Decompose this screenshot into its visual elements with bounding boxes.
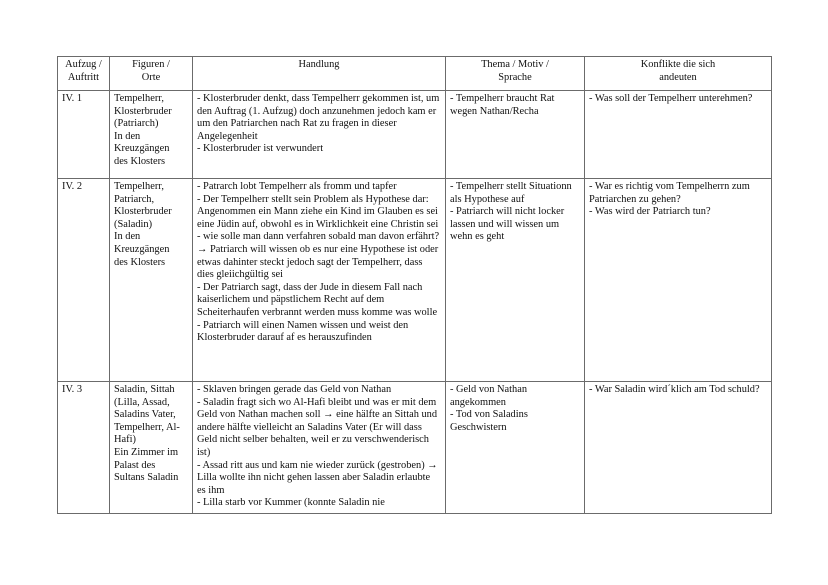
cell-act: IV. 2 — [58, 179, 110, 382]
cell-figures: Tempelherr, Klosterbruder (Patriarch) In den Kreuzgängen des Klosters — [110, 91, 193, 179]
cell-conflicts-text: - War Saladin wird´klich am Tod schuld? — [589, 384, 760, 395]
table-row — [58, 91, 772, 179]
cell-conflicts: - Was soll der Tempelherr unterehmen? — [585, 91, 772, 179]
cell-theme: - Tempelherr braucht Rat wegen Nathan/Recha — [446, 91, 585, 179]
cell-theme: - Tempelherr stellt Situationn als Hypothese auf - Patriarch will nicht locker lassen und will wissen um wehn es geht — [446, 179, 585, 382]
header-plot: Handlung — [193, 57, 446, 91]
cell-figures — [110, 382, 193, 514]
cell-theme-text: - Geld von Nathan angekommen - Tod von Saladins Geschwistern — [450, 384, 528, 433]
table-row — [58, 179, 772, 382]
header-figures: Figuren / Orte — [110, 57, 193, 91]
cell-conflicts — [585, 382, 772, 514]
cell-figures: Tempelherr, Patriarch, Klosterbruder (Saladin) In den Kreuzgängen des Klosters — [110, 179, 193, 382]
cell-act: IV. 1 — [58, 91, 110, 179]
cell-plot: - Patrarch lobt Tempelherr als fromm und tapfer - Der Tempelherr stellt sein Problem als Hypothese dar: Angenommen ein Mann ziehe ein Kind im Glauben es sei eine Jüdin auf, obwohl es in Wirklichkeit eine Christin sei - wie solle man dann verfahren sobald man davon erfährt? → Patriarch will wissen ob es nur eine Hypothese ist oder etwas dahinter steckt jedoch sagt der Tempelherr, dass dies gleiichgültig sei - Der Patriarch sagt, dass der Jude in diesem Fall nach kaiserlichem und päpstlichem Recht auf dem Scheiterhaufen verbrannt werden muss komme was wolle - Patriarch will einen Namen wissen und weist den Klosterbruder darauf af es herauszufinden — [193, 179, 446, 382]
cell-plot: - Klosterbruder denkt, dass Tempelherr gekommen ist, um den Auftrag (1. Aufzug) doch anzunehmen jedoch kam er um den Patriarchen nach Rat zu fragen in dieser Angelegenheit - Klosterbruder ist verwundert — [193, 91, 446, 179]
cell-plot — [193, 382, 446, 514]
header-act: Aufzug / Auftritt — [58, 57, 110, 91]
header-conflicts: Konflikte die sich andeuten — [585, 57, 772, 91]
cell-figures-text: Saladin, Sittah (Lilla, Assad, Saladins Vater, Tempelherr, Al-Hafi) Ein Zimmer im Palast des Sultans Saladin — [114, 384, 180, 484]
scene-analysis-table — [57, 56, 772, 514]
table-header-row — [58, 57, 772, 91]
cell-act: IV. 3 — [58, 382, 110, 514]
cell-theme — [446, 382, 585, 514]
table-row — [58, 382, 772, 514]
header-theme: Thema / Motiv / Sprache — [446, 57, 585, 91]
cell-plot-text: - Sklaven bringen gerade das Geld von Nathan - Saladin fragt sich wo Al-Hafi bleibt und was er mit dem Geld von Nathan machen soll → eine hälfte an Sittah und andere hälfte vielleicht an Saladins Vater (Er will dass Geld nicht selber behalten, weil er zu verschwenderisch ist) - Assad ritt aus und kam nie wieder zurück (gestroben) → Lilla wollte ihn nicht gehen lassen aber Saladin erlaubte es ihm - Lilla starb vor Kummer (konnte Saladin nie — [197, 384, 438, 509]
cell-conflicts: - War es richtig vom Tempelherrn zum Patriarchen zu gehen? - Was wird der Patriarch tun? — [585, 179, 772, 382]
